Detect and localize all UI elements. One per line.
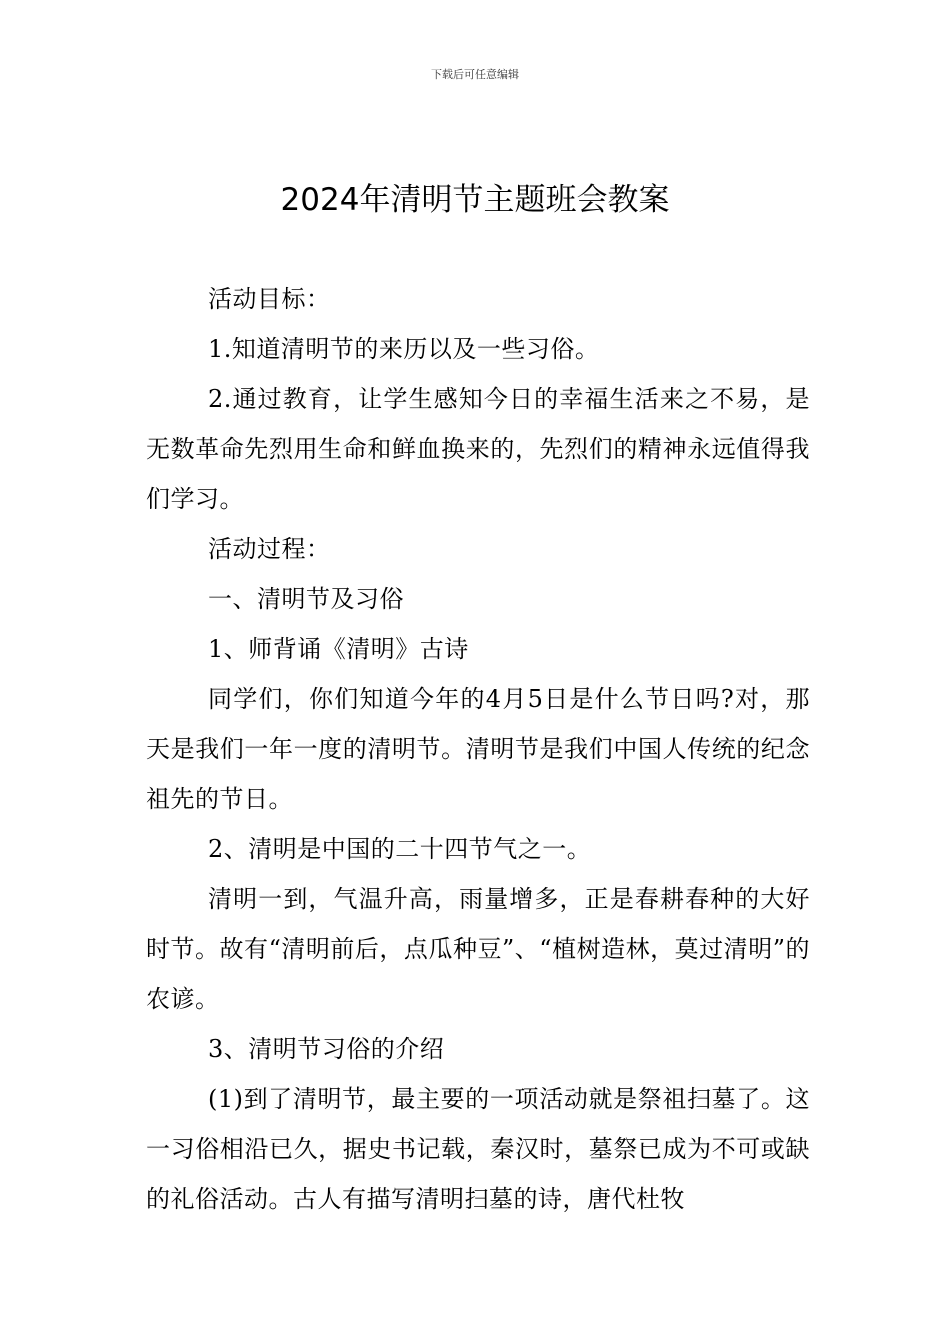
paragraph-farming: 清明一到，气温升高，雨量增多，正是春耕春种的大好时节。故有“清明前后，点瓜种豆”、“植树造林，莫过清明”的农谚。 [146, 885, 810, 1013]
paragraph-process-heading: 活动过程： [208, 535, 331, 563]
paragraph-goals-heading: 活动目标： [208, 285, 331, 313]
paragraph-custom-1: (1)到了清明节，最主要的一项活动就是祭祖扫墓了。这一习俗相沿已久，据史书记载，秦汉时，墓祭已成为不可或缺的礼俗活动。古人有描写清明扫墓的诗，唐代杜牧 [146, 1085, 810, 1213]
document-body [146, 274, 810, 1224]
document-title: 2024年清明节主题班会教案 [280, 182, 670, 218]
paragraph-intro: 同学们，你们知道今年的4月5日是什么节日吗?对，那天是我们一年一度的清明节。清明节是我们中国人传统的纪念祖先的节日。 [146, 685, 810, 813]
paragraph-goal-1: 1.知道清明节的来历以及一些习俗。 [208, 335, 600, 363]
paragraph-section-1: 一、清明节及习俗 [208, 585, 404, 613]
paragraph-item-1: 1、师背诵《清明》古诗 [208, 635, 469, 663]
paragraph-item-2: 2、清明是中国的二十四节气之一。 [208, 835, 592, 863]
header-note: 下载后可任意编辑 [431, 68, 519, 81]
paragraph-goal-2: 2.通过教育，让学生感知今日的幸福生活来之不易，是无数革命先烈用生命和鲜血换来的，先烈们的精神永远值得我们学习。 [146, 385, 810, 513]
paragraph-item-3: 3、清明节习俗的介绍 [208, 1035, 445, 1063]
